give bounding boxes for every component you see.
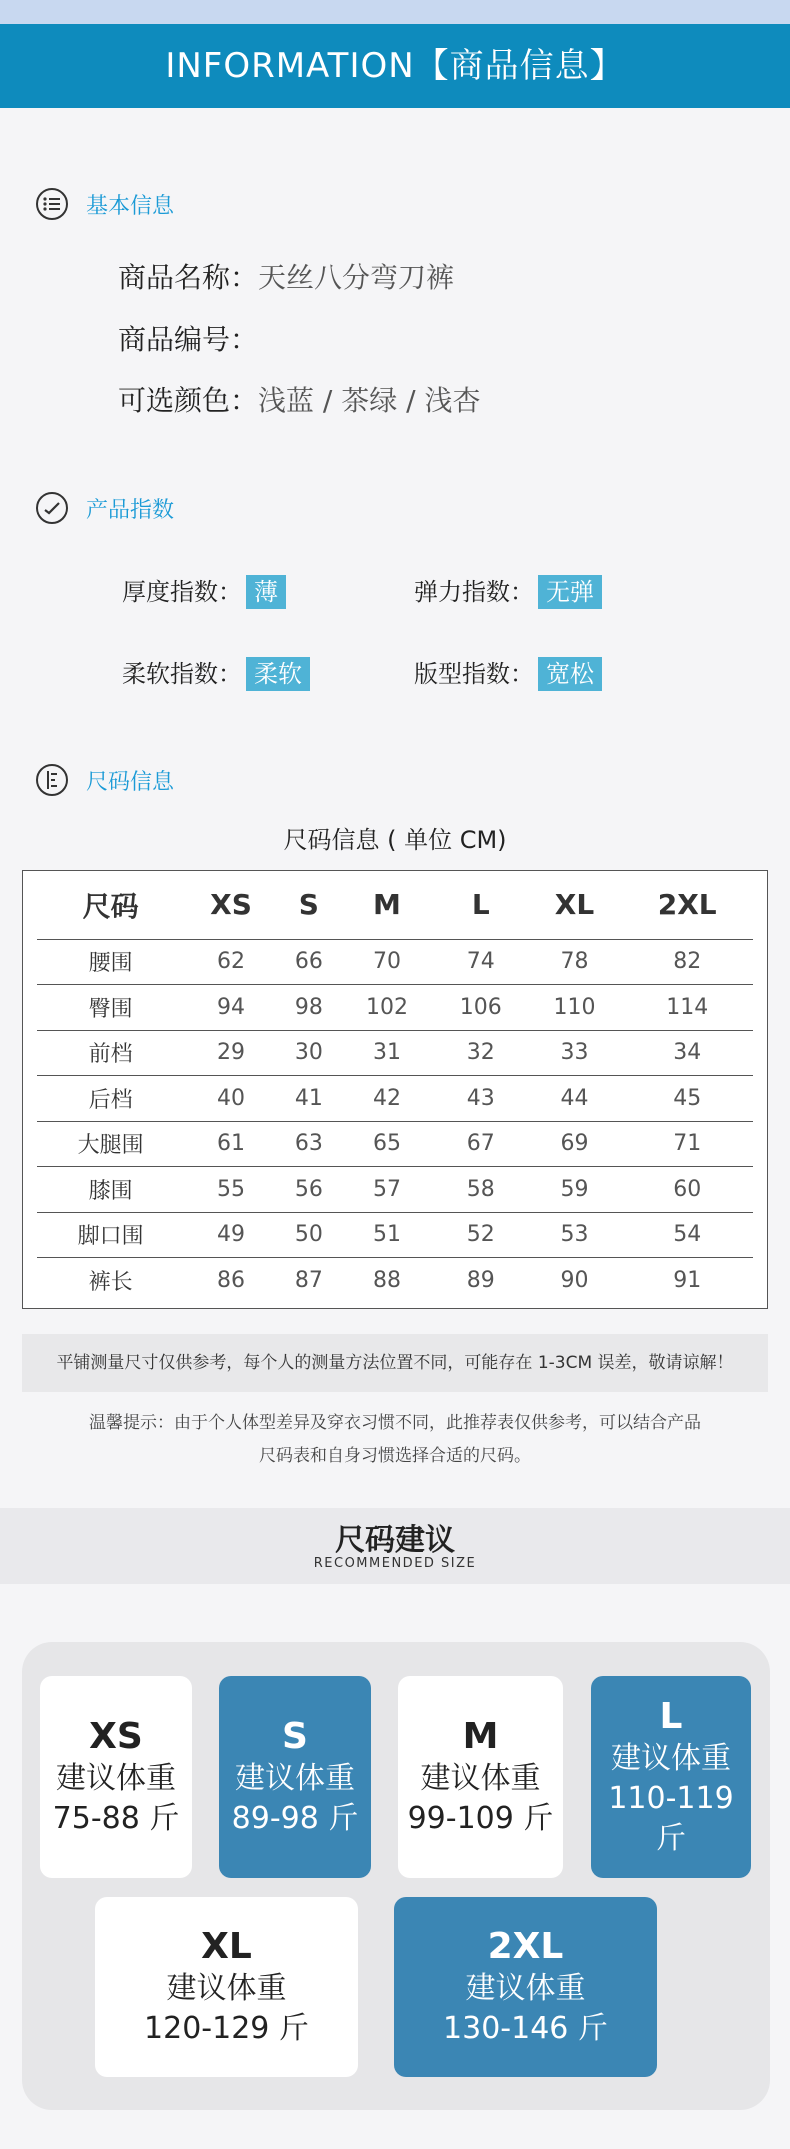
header-cell: M xyxy=(340,871,434,939)
product-name-label: 商品名称： xyxy=(118,261,259,294)
product-colors-label: 可选颜色： xyxy=(118,384,259,417)
table-cell: 71 xyxy=(621,1121,753,1167)
table-cell: 56 xyxy=(278,1167,341,1213)
header-title: INFORMATION【商品信息】 xyxy=(165,46,625,86)
table-cell: 91 xyxy=(673,1268,702,1293)
index-label: 厚度指数： xyxy=(122,578,242,606)
card-range: 99-109 斤 xyxy=(407,1801,554,1836)
card-label: 建议体重 xyxy=(465,1971,586,2006)
table-cell: 54 xyxy=(621,1212,753,1258)
table-cell: 49 xyxy=(184,1212,277,1258)
table-cell: 87 xyxy=(294,1268,323,1293)
table-cell: 41 xyxy=(278,1076,341,1122)
list-icon xyxy=(36,188,68,220)
table-cell: 88 xyxy=(372,1268,401,1293)
index-thickness xyxy=(122,574,286,610)
index-softness xyxy=(122,656,310,692)
card-size: XL xyxy=(201,1926,252,1967)
size-table xyxy=(22,870,768,1309)
card-range: 130-146 斤 xyxy=(443,2011,608,2046)
card-label: 建议体重 xyxy=(235,1761,355,1796)
index-value-tag: 薄 xyxy=(246,575,286,609)
table-cell: 31 xyxy=(340,1030,434,1076)
top-strip xyxy=(0,0,790,24)
section-title: 尺码信息 xyxy=(86,769,175,795)
row-label: 臀围 xyxy=(37,985,184,1031)
table-row xyxy=(37,1212,753,1258)
table-cell: 33 xyxy=(528,1030,622,1076)
card-size: M xyxy=(462,1716,499,1757)
table-cell: 106 xyxy=(434,985,528,1031)
table-cell: 66 xyxy=(278,939,341,985)
table-cell: 51 xyxy=(340,1212,434,1258)
size-card-s xyxy=(219,1676,371,1878)
index-elasticity xyxy=(414,574,602,610)
size-card-l xyxy=(591,1676,751,1878)
table-cell: 52 xyxy=(434,1212,528,1258)
table-row xyxy=(37,1030,753,1076)
row-label: 前档 xyxy=(37,1030,184,1076)
index-value-tag: 宽松 xyxy=(538,657,602,691)
table-cell: 82 xyxy=(621,939,753,985)
table-row xyxy=(37,1167,753,1213)
table-cell: 94 xyxy=(184,985,277,1031)
table-cell: 40 xyxy=(184,1076,277,1122)
table-cell: 102 xyxy=(340,985,434,1031)
product-code-label: 商品编号： xyxy=(118,323,259,356)
table-cell: 98 xyxy=(278,985,341,1031)
product-code-row xyxy=(118,320,258,360)
table-row xyxy=(37,1121,753,1167)
index-value-tag: 柔软 xyxy=(246,657,310,691)
row-label: 裤长 xyxy=(88,1270,133,1295)
row-label: 大腿围 xyxy=(37,1121,184,1167)
card-range: 75-88 斤 xyxy=(52,1801,180,1836)
card-range: 89-98 斤 xyxy=(231,1801,359,1836)
checkmark-icon xyxy=(36,492,68,524)
table-cell: 114 xyxy=(621,985,753,1031)
product-name-value: 天丝八分弯刀裤 xyxy=(258,261,455,294)
table-cell: 67 xyxy=(434,1121,528,1167)
product-name-row xyxy=(118,258,454,298)
size-card-xs xyxy=(40,1676,192,1878)
card-size: XS xyxy=(89,1716,143,1757)
size-card-m xyxy=(398,1676,563,1878)
header-cell: XL xyxy=(528,871,622,939)
row-label: 脚口围 xyxy=(37,1212,184,1258)
table-cell: 62 xyxy=(184,939,277,985)
table-cell: 32 xyxy=(434,1030,528,1076)
row-label: 后档 xyxy=(37,1076,184,1122)
header-cell: L xyxy=(434,871,528,939)
recommend-title: 尺码建议 xyxy=(335,1523,455,1558)
index-label: 柔软指数： xyxy=(122,660,242,688)
tip-line-2: 尺码表和自身习惯选择合适的尺码。 xyxy=(259,1446,531,1466)
table-cell: 78 xyxy=(528,939,622,985)
ruler-icon xyxy=(36,764,68,796)
table-cell: 65 xyxy=(340,1121,434,1167)
page-header xyxy=(0,24,790,108)
table-row xyxy=(37,939,753,985)
table-cell: 86 xyxy=(216,1268,245,1293)
table-cell: 29 xyxy=(184,1030,277,1076)
section-basic-info xyxy=(36,186,174,222)
table-cell: 50 xyxy=(278,1212,341,1258)
size-table-caption: 尺码信息 ( 单位 CM) xyxy=(283,826,507,854)
section-title: 产品指数 xyxy=(86,497,175,523)
card-range: 120-129 斤 xyxy=(144,2011,309,2046)
table-cell: 42 xyxy=(340,1076,434,1122)
card-range: 110-119 斤 xyxy=(608,1781,734,1856)
header-cell: 尺码 xyxy=(37,871,184,939)
table-cell: 60 xyxy=(621,1167,753,1213)
table-cell: 53 xyxy=(528,1212,622,1258)
header-cell: XS xyxy=(184,871,277,939)
table-cell: 30 xyxy=(278,1030,341,1076)
measurement-notice: 平铺测量尺寸仅供参考，每个人的测量方法位置不同，可能存在 1-3CM 误差，敬请谅解！ xyxy=(22,1334,768,1392)
section-indices xyxy=(36,490,174,526)
table-cell: 74 xyxy=(434,939,528,985)
card-size: 2XL xyxy=(487,1926,564,1967)
section-title: 基本信息 xyxy=(86,193,175,219)
table-cell: 58 xyxy=(434,1167,528,1213)
table-cell: 43 xyxy=(434,1076,528,1122)
header-cell: 2XL xyxy=(621,871,753,939)
row-label: 腰围 xyxy=(37,939,184,985)
table-cell: 55 xyxy=(184,1167,277,1213)
size-table-header xyxy=(37,871,753,939)
index-fit xyxy=(414,656,602,692)
table-cell: 34 xyxy=(621,1030,753,1076)
index-label: 版型指数： xyxy=(414,660,534,688)
index-label: 弹力指数： xyxy=(414,578,534,606)
section-size-info xyxy=(36,762,174,798)
table-row xyxy=(37,985,753,1031)
row-label: 膝围 xyxy=(37,1167,184,1213)
card-label: 建议体重 xyxy=(420,1761,541,1796)
table-cell: 44 xyxy=(528,1076,622,1122)
table-cell: 59 xyxy=(528,1167,622,1213)
table-cell: 45 xyxy=(621,1076,753,1122)
index-value-tag: 无弹 xyxy=(538,575,602,609)
tip-line-1: 温馨提示：由于个人体型差异及穿衣习惯不同，此推荐表仅供参考，可以结合产品 xyxy=(89,1413,701,1433)
card-size: S xyxy=(282,1716,308,1757)
table-row xyxy=(37,1258,753,1304)
header-cell: S xyxy=(278,871,341,939)
table-cell: 69 xyxy=(528,1121,622,1167)
card-label: 建议体重 xyxy=(56,1761,176,1796)
table-cell: 110 xyxy=(528,985,622,1031)
table-cell: 90 xyxy=(560,1268,589,1293)
card-size: L xyxy=(659,1696,683,1737)
product-colors-value: 浅蓝 / 茶绿 / 浅杏 xyxy=(258,384,481,417)
product-colors-row xyxy=(118,381,481,421)
table-cell: 61 xyxy=(184,1121,277,1167)
table-cell: 89 xyxy=(466,1268,495,1293)
size-card-xl xyxy=(95,1897,358,2077)
card-label: 建议体重 xyxy=(611,1741,731,1776)
table-cell: 63 xyxy=(278,1121,341,1167)
table-row xyxy=(37,1076,753,1122)
recommend-subtitle: RECOMMENDED SIZE xyxy=(313,1556,477,1571)
card-label: 建议体重 xyxy=(166,1971,287,2006)
table-cell: 57 xyxy=(340,1167,434,1213)
size-card-2xl xyxy=(394,1897,657,2077)
table-cell: 70 xyxy=(340,939,434,985)
